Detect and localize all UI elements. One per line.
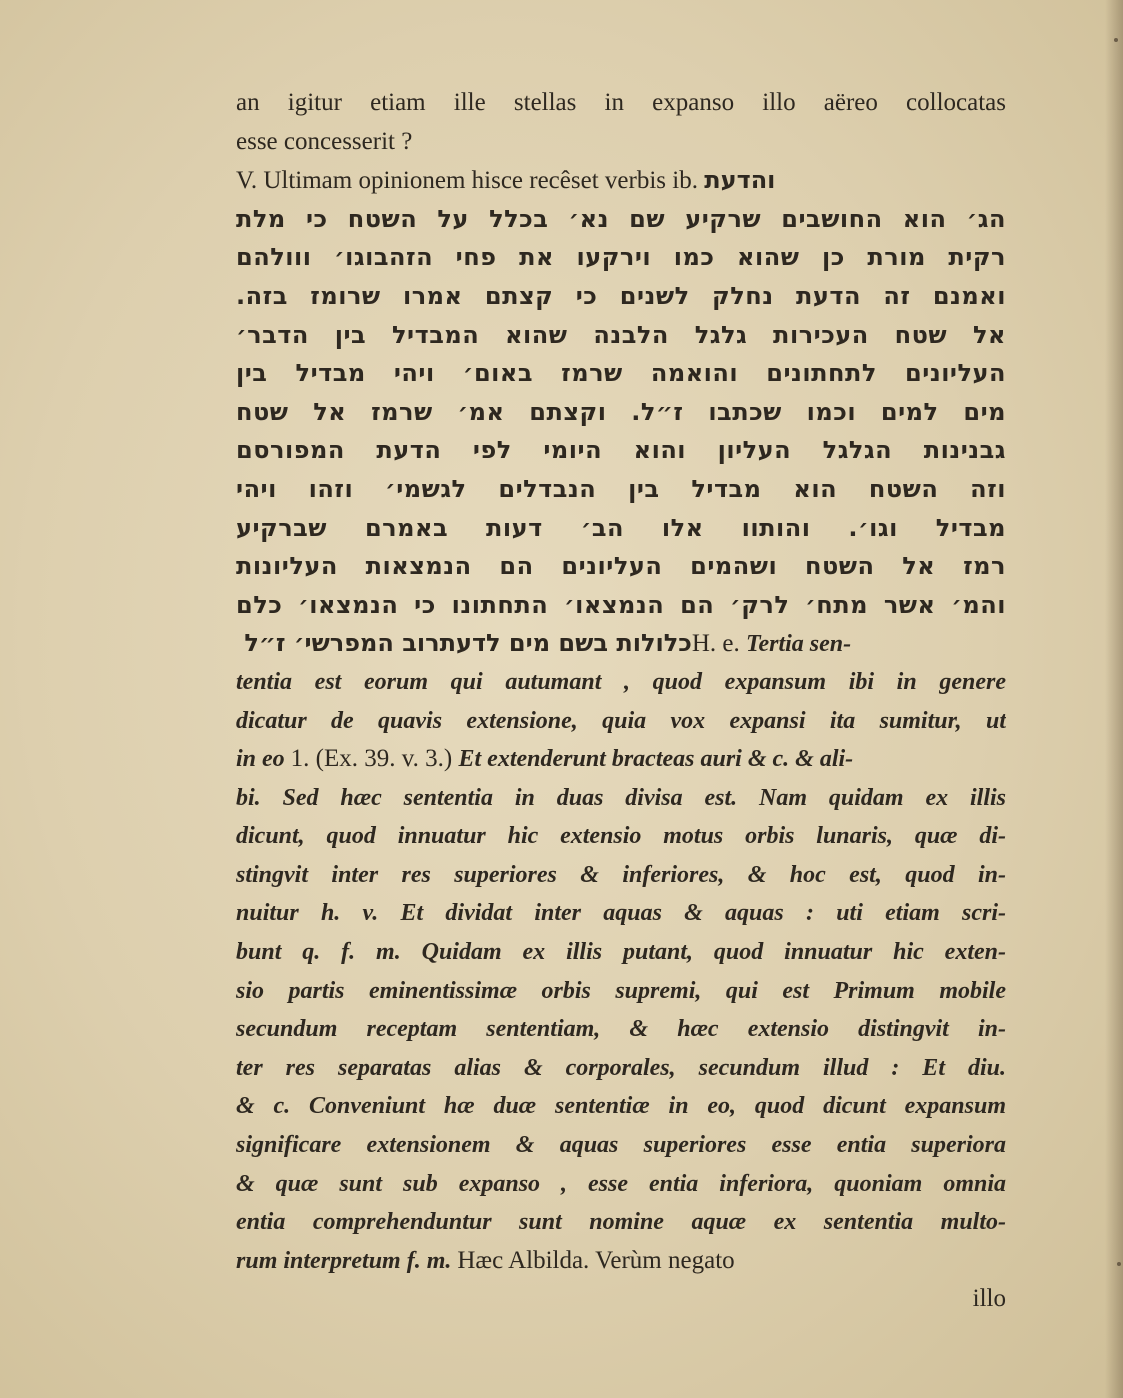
text-line: stingvit inter res superiores & inferiores, & hoc est, quod in- — [236, 861, 1006, 888]
page-edge-shadow — [1105, 0, 1123, 1398]
text-line: tentia est eorum qui autumant , quod expansum ibi in genere — [236, 668, 1006, 695]
text-line: מבדיל וגו׳. והותוו אלו הב׳ דעות באמרם שברקיע — [236, 513, 1006, 542]
text-line — [236, 1242, 1006, 1281]
text-line: גבנינות הגלגל העליון והוא היומי לפי הדעת המפורסם — [236, 436, 1006, 465]
text-line: & quæ sunt sub expanso , esse entia inferiora, quoniam omnia — [236, 1170, 1006, 1197]
text-line: illo — [972, 1285, 1006, 1313]
text-line: רקית מורת כן שהוא כמו וירקעו את פחי הזהבוגו׳ ווולהם — [236, 243, 1006, 272]
text-line — [236, 740, 1006, 779]
text-line: dicatur de quavis extensione, quia vox expansi ita sumitur, ut — [236, 707, 1006, 734]
text-line — [236, 161, 1006, 200]
text-line: הג׳ הוא החושבים שרקיע שם נא׳ בכלל על השטח כי מלת — [236, 204, 1006, 233]
italic-text: in eo — [236, 746, 291, 773]
latin-text: 1. (Ex. 39. v. 3.) — [290, 745, 459, 773]
italic-text: Tertia sen- — [746, 631, 852, 658]
text-line: העליונים לתחתונים והואמה שרמז באום׳ ויהי מבדיל בין — [236, 359, 1006, 388]
text-line: ter res separatas alias & corporales, secundum illud : Et diu. — [236, 1054, 1006, 1081]
italic-text: rum interpretum f. m. — [236, 1247, 458, 1274]
text-line: ואמנם זה הדעת נחלק לשנים כי קצתם אמרו שרומז בזה. — [236, 281, 1006, 310]
text-line: bunt q. f. m. Quidam ex illis putant, quod innuatur hic exten- — [236, 939, 1006, 966]
page-mark — [1114, 38, 1118, 42]
text-line: esse concesserit ? — [236, 127, 413, 155]
text-line: והמ׳ אשר מתח׳ לרק׳ הם הנמצאו׳ התחתונו כי הנמצאו׳ כלם — [236, 590, 1006, 619]
text-line: אל שטח העכירות גלגל הלבנה שהוא המבדיל בין הדבר׳ — [236, 320, 1006, 349]
text-line: dicunt, quod innuatur hic extensio motus orbis lunaris, quæ di- — [236, 823, 1006, 850]
text-line: an igitur etiam ille stellas in expanso illo aëreo collocatas — [236, 89, 1006, 116]
text-line: מים למים וכמו שכתבו ז״ל. וקצתם אמ׳ שרמז אל שטח — [236, 397, 1006, 426]
text-line: significare extensionem & aquas superiores esse entia superiora — [236, 1132, 1006, 1159]
text-line: וזה השטח הוא מבדיל בין הנבדלים לגשמי׳ וזהו ויהי — [236, 474, 1006, 503]
text-line — [236, 624, 1006, 663]
text-line: nuitur h. v. Et dividat inter aquas & aquas : uti etiam scri- — [236, 900, 1006, 927]
latin-text: Hæc Albilda. Verùm negato — [457, 1246, 735, 1274]
latin-text: H. e. — [691, 630, 746, 658]
hebrew-text: כלולות בשם מים לדעתרוב המפרשי׳ ז״ל — [236, 629, 692, 658]
text-line: bi. Sed hæc sententia in duas divisa est. Nam quidam ex illis — [236, 784, 1006, 811]
text-line: רמז אל השטח ושהמים העליונים הם הנמצאות העליונות — [236, 552, 1006, 581]
italic-text: Et extenderunt bracteas auri & c. & ali- — [458, 746, 854, 773]
text-line: secundum receptam sententiam, & hæc extensio distingvit in- — [236, 1016, 1006, 1043]
latin-text: V. Ultimam opinionem hisce recêset verbis ib. — [236, 167, 705, 195]
text-line: sio partis eminentissimæ orbis supremi, qui est Primum mobile — [236, 977, 1006, 1004]
page-mark — [1117, 1262, 1121, 1266]
page-text-block — [236, 84, 1006, 1319]
hebrew-text: והדעת — [704, 166, 776, 195]
text-line: entia comprehenduntur sunt nomine aquæ ex sententia multo- — [236, 1209, 1006, 1236]
text-line: & c. Conveniunt hæ duæ sententiæ in eo, quod dicunt expansum — [236, 1093, 1006, 1120]
